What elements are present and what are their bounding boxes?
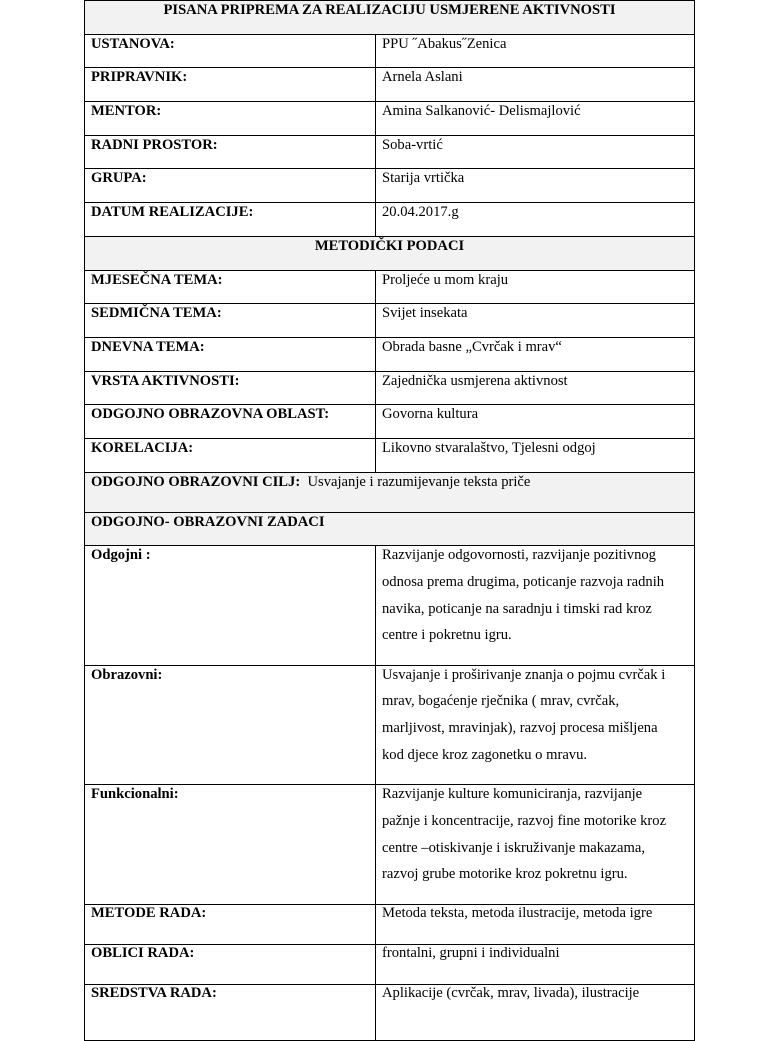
text-line: centre i pokretnu igru. — [382, 627, 512, 644]
text-line: Razvijanje odgovornosti, razvijanje pozitivnog — [382, 547, 656, 564]
text-line: razvoj grube motorike kroz pokretnu igru. — [382, 866, 628, 883]
row-label: PRIPRAVNIK: — [85, 68, 376, 102]
tasks-header: ODGOJNO- OBRAZOVNI ZADACI — [85, 512, 695, 546]
row-label: GRUPA: — [85, 169, 376, 203]
table-row-korelacija — [85, 438, 695, 472]
row-label: Obrazovni: — [85, 665, 376, 785]
row-label: METODE RADA: — [85, 904, 376, 944]
table-row-pripravnik — [85, 68, 695, 102]
row-value: PPU ˝Abakus˝Zenica — [376, 34, 695, 68]
row-label: OBLICI RADA: — [85, 944, 376, 984]
lesson-plan-sheet — [84, 0, 694, 1041]
row-label: ODGOJNO OBRAZOVNA OBLAST: — [85, 405, 376, 439]
row-value: Starija vrtička — [376, 169, 695, 203]
goal-value: Usvajanje i razumijevanje teksta priče — [307, 473, 531, 490]
methodic-header-row — [85, 236, 695, 270]
table-row-ustanova — [85, 34, 695, 68]
row-value: Metoda teksta, metoda ilustracije, metoda igre — [376, 904, 695, 944]
row-value — [376, 546, 695, 666]
row-label: USTANOVA: — [85, 34, 376, 68]
table-row-funkcionalni — [85, 785, 695, 905]
row-label: DNEVNA TEMA: — [85, 337, 376, 371]
text-line: Usvajanje i proširivanje znanja o pojmu cvrčak i — [382, 666, 666, 683]
row-value: Arnela Aslani — [376, 68, 695, 102]
document-title: PISANA PRIPREMA ZA REALIZACIJU USMJERENE AKTIVNOSTI — [85, 1, 695, 35]
methodic-header: METODIČKI PODACI — [85, 236, 695, 270]
table-row-obrazovni — [85, 665, 695, 785]
row-value: frontalni, grupni i individualni — [376, 944, 695, 984]
row-label: SREDSTVA RADA: — [85, 984, 376, 1040]
table-row-sedmicna-tema — [85, 304, 695, 338]
table-row-sredstva-rada — [85, 984, 695, 1040]
text-line: pažnje i koncentracije, razvoj fine motorike kroz — [382, 812, 667, 829]
table-row-radni-prostor — [85, 135, 695, 169]
row-value: Proljeće u mom kraju — [376, 270, 695, 304]
row-value — [376, 785, 695, 905]
row-value: Govorna kultura — [376, 405, 695, 439]
text-line: marljivost, mravinjak), razvoj procesa mišljena — [382, 720, 658, 736]
row-value: Obrada basne „Cvrčak i mrav“ — [376, 337, 695, 371]
table-row-metode-rada — [85, 904, 695, 944]
row-label: Odgojni : — [85, 546, 376, 666]
table-row-vrsta-aktivnosti — [85, 371, 695, 405]
table-row-datum — [85, 203, 695, 237]
row-value: Soba-vrtić — [376, 135, 695, 169]
row-value: Aplikacije (cvrčak, mrav, livada), ilustracije — [376, 984, 695, 1040]
row-label: MJESEČNA TEMA: — [85, 270, 376, 304]
row-value: Amina Salkanović- Delismajlović — [376, 102, 695, 136]
row-label: SEDMIČNA TEMA: — [85, 304, 376, 338]
table-row-mjesecna-tema — [85, 270, 695, 304]
table-row-oblast — [85, 405, 695, 439]
table-row-grupa — [85, 169, 695, 203]
text-line: Razvijanje kulture komuniciranja, razvijanje — [382, 786, 643, 803]
lesson-plan-table — [84, 0, 695, 1041]
row-label: DATUM REALIZACIJE: — [85, 203, 376, 237]
row-value — [376, 665, 695, 785]
text-line: mrav, bogaćenje rječnika ( mrav, cvrčak, — [382, 693, 620, 710]
row-value: Svijet insekata — [376, 304, 695, 338]
row-label: KORELACIJA: — [85, 438, 376, 472]
row-label: Funkcionalni: — [85, 785, 376, 905]
table-row-odgojni — [85, 546, 695, 666]
text-line: navika, poticanje na saradnju i timski rad kroz — [382, 600, 652, 617]
table-row-mentor — [85, 102, 695, 136]
row-value: 20.04.2017.g — [376, 203, 695, 237]
task-text — [382, 542, 688, 648]
goal-row — [85, 472, 695, 512]
task-text — [382, 781, 688, 887]
row-label: VRSTA AKTIVNOSTI: — [85, 371, 376, 405]
row-value: Zajednička usmjerena aktivnost — [376, 371, 695, 405]
tasks-header-row — [85, 512, 695, 546]
row-label: MENTOR: — [85, 102, 376, 136]
table-row-oblici-rada — [85, 944, 695, 984]
text-line: centre –otiskivanje i iskruživanje makazama, — [382, 839, 645, 856]
text-line: kod djece kroz zagonetku o mravu. — [382, 746, 588, 763]
goal-label: ODGOJNO OBRAZOVNI CILJ: — [91, 473, 301, 490]
task-text — [382, 662, 688, 768]
table-row-dnevna-tema — [85, 337, 695, 371]
title-row — [85, 1, 695, 35]
text-line: odnosa prema drugima, poticanje razvoja radnih — [382, 573, 665, 590]
row-value: Likovno stvaralaštvo, Tjelesni odgoj — [376, 438, 695, 472]
goal-cell — [85, 472, 695, 512]
row-label: RADNI PROSTOR: — [85, 135, 376, 169]
